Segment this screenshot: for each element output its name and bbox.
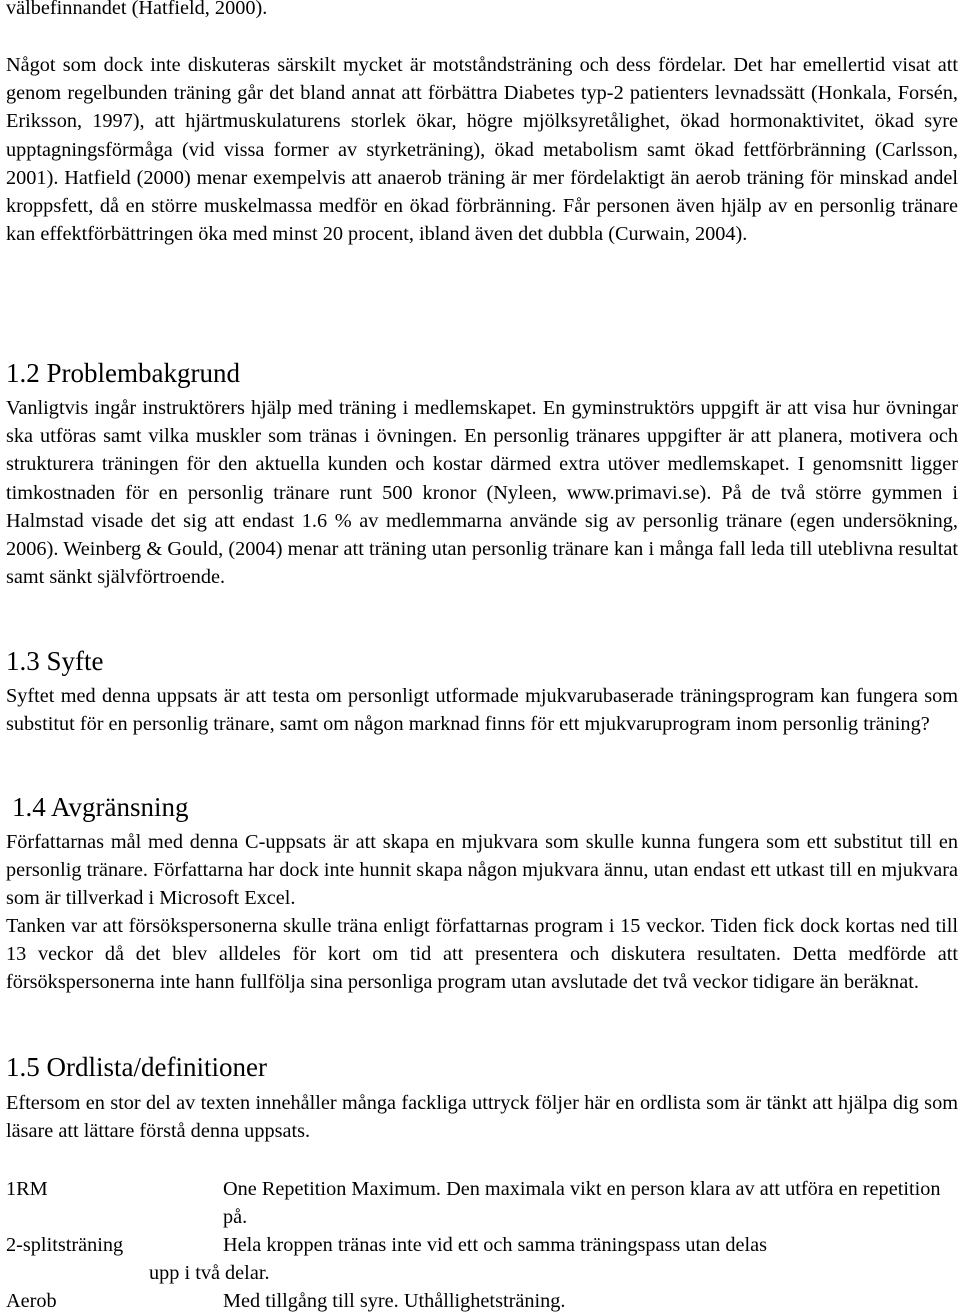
glossary-entry xyxy=(6,1287,958,1315)
ordlista-intro-paragraph: Eftersom en stor del av texten innehåller många fackliga uttryck följer här en ordlista som är tänkt att hjälpa dig som läsare att lättare förstå denna uppsats. xyxy=(6,1092,958,1143)
intro-paragraph: Något som dock inte diskuteras särskilt mycket är motståndsträning och dess fördelar. Det har emellertid visat att genom regelbunden träning går det bland annat att förbättra Diabetes typ-2 patienters levnadssätt (Honkala, Forsén, Eriksson, 1997), att hjärtmuskulaturens storlek ökar, högre mjölksyretålighet, ökad hormonaktivitet, ökad syre upptagningsförmåga (vid vissa former av styrketräning), ökad metabolism samt ökad fettförbränning (Carlsson, 2001). Hatfield (2000) menar exempelvis att anaerob träning är mer fördelaktigt än aerob träning för minskad andel kroppsfett, då en större muskelmassa medför en ökad förbränning. Får personen även hjälp av en personlig tränare kan effektförbättringen öka med minst 20 procent, ibland även det dubbla (Curwain, 2004). xyxy=(6,54,958,246)
glossary-term: 2-splitsträning xyxy=(6,1234,124,1256)
section-heading-syfte: 1.3 Syfte xyxy=(6,646,104,676)
section-heading-ordlista: 1.5 Ordlista/definitioner xyxy=(6,1052,267,1082)
section-heading-avgransning: 1.4 Avgränsning xyxy=(12,792,189,822)
syfte-paragraph: Syftet med denna uppsats är att testa om personligt utformade mjukvarubaserade träningsprogram kan fungera som substitut för en personlig tränare, samt om någon marknad finns för ett mjukvaruprogram inom personlig träning? xyxy=(6,685,958,736)
glossary-term: 1RM xyxy=(6,1178,48,1200)
glossary-list xyxy=(6,1175,958,1315)
problembakgrund-paragraph: Vanligtvis ingår instruktörers hjälp med träning i medlemskapet. En gyminstruktörs uppgift är att visa hur övningar ska utföras samt vilka muskler som tränas i övningen. En personlig tränares uppgifter är att planera, motivera och strukturera träningen för den aktuella kunden och kostar därmed extra utöver medlemskapet. I genomsnitt ligger timkostnaden för en personlig tränare runt 500 kronor (Nyleen, www.primavi.se). På de två större gymmen i Halmstad visade det sig att endast 1.6 % av medlemmarna använde sig av personlig tränare (egen undersökning, 2006). Weinberg & Gould, (2004) menar att träning utan personlig tränare kan i många fall leda till uteblivna resultat samt sänkt självförtroende. xyxy=(6,397,958,589)
top-fragment-paragraph: välbefinnandet (Hatfield, 2000). xyxy=(6,0,268,19)
avgransning-paragraph-2: Tanken var att försökspersonerna skulle träna enligt författarnas program i 15 veckor. Tiden fick dock kortas ned till 13 veckor då det blev alldeles för kort om tid att presentera och diskutera resultaten. Detta medförde att försökspersonerna inte hann fullfölja sina personliga program utan avslutade det två veckor tidigare än beräknat. xyxy=(6,915,958,994)
glossary-definition: Med tillgång till syre. Uthållighetsträning. xyxy=(223,1290,566,1312)
glossary-definition: One Repetition Maximum. Den maximala vikt en person klara av att utföra en repetition på. xyxy=(223,1178,941,1228)
glossary-term: Aerob xyxy=(6,1290,57,1312)
glossary-entry xyxy=(6,1175,958,1231)
glossary-definition-continuation: upp i två delar. xyxy=(149,1262,270,1284)
glossary-entry xyxy=(6,1231,958,1287)
section-heading-problembakgrund: 1.2 Problembakgrund xyxy=(6,358,240,388)
glossary-definition: Hela kroppen tränas inte vid ett och samma träningspass utan delas xyxy=(223,1234,768,1256)
avgransning-paragraph-1: Författarnas mål med denna C-uppsats är att skapa en mjukvara som skulle kunna fungera som ett substitut till en personlig tränare. Författarna har dock inte hunnit skapa någon mjukvara ännu, utan endast ett utkast till en mjukvara som är tillverkad i Microsoft Excel. xyxy=(6,831,958,910)
